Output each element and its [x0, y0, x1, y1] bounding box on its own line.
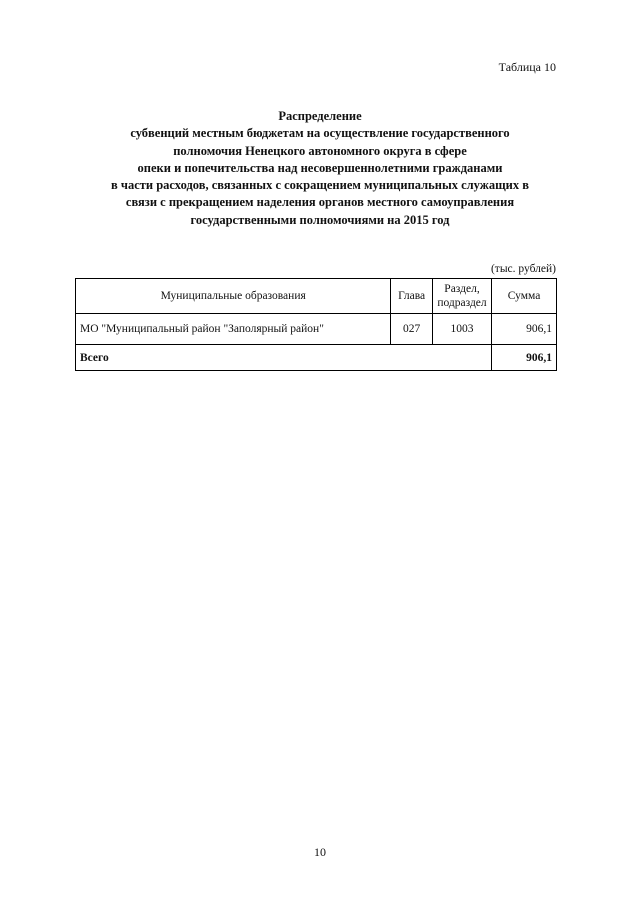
title-line: связи с прекращением наделения органов местного самоуправления: [125, 195, 515, 210]
title-line: субвенций местным бюджетам на осуществление государственного: [130, 126, 510, 141]
document-title: [60, 108, 580, 229]
title-line: полномочия Ненецкого автономного округа в сфере: [173, 143, 467, 158]
units-label: (тыс. рублей): [490, 263, 556, 275]
table-number-label: Таблица 10: [498, 60, 556, 74]
title-line: Распределение: [278, 109, 362, 123]
table-header-row: [76, 279, 557, 314]
total-sum: 906,1: [492, 345, 557, 371]
cell-section: 1003: [432, 314, 491, 345]
subvention-table: [75, 278, 557, 371]
title-line: опеки и попечительства над несовершеннолетними гражданами: [137, 160, 503, 175]
cell-municipality: МО "Муниципальный район "Заполярный район": [76, 314, 391, 345]
page-number: 10: [314, 845, 326, 859]
table-row: [76, 314, 557, 345]
total-label: Всего: [76, 345, 492, 371]
cell-sum: 906,1: [492, 314, 557, 345]
title-line: государственными полномочиями на 2015 год: [190, 212, 450, 227]
header-chapter: Глава: [391, 279, 433, 314]
header-municipality: Муниципальные образования: [76, 279, 391, 314]
total-row: [76, 345, 557, 371]
header-section: Раздел, подраздел: [432, 279, 491, 314]
header-sum: Сумма: [492, 279, 557, 314]
cell-chapter: 027: [391, 314, 433, 345]
title-line: в части расходов, связанных с сокращением муниципальных служащих в: [111, 178, 529, 193]
